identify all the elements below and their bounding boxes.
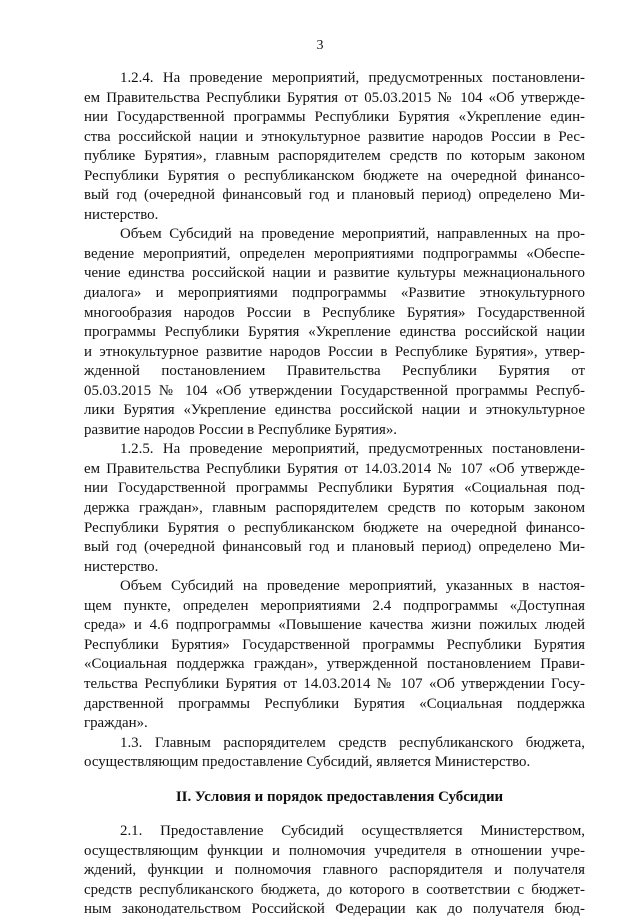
text-line: и этнокультурное развитие народов России в Республике Бурятия», утвер- bbox=[84, 343, 585, 360]
text-line: среда» и 4.6 подпрограммы «Повышение качества жизни пожилых людей bbox=[84, 617, 585, 634]
text-line: нистерство. bbox=[84, 558, 159, 575]
text-line: программы Республики Бурятия «Укрепление единства российской нации bbox=[84, 324, 585, 341]
text-line: нистерство. bbox=[84, 206, 159, 223]
text-line: дарственной программы Республики Бурятия «Социальная поддержка bbox=[84, 695, 585, 712]
text-line: тельства Республики Бурятия от 14.03.2014 № 107 «Об утверждении Госу- bbox=[84, 675, 585, 692]
text-line: чение единства российской нации и развитие культуры межнационального bbox=[84, 265, 585, 282]
text-line: средств республиканского бюджета, до которого в соответствии с бюджет- bbox=[84, 881, 585, 898]
text-line: 1.2.4. На проведение мероприятий, предусмотренных постановлени- bbox=[120, 70, 585, 86]
text-line: публике Бурятия», главным распорядителем средств по которым законом bbox=[84, 148, 585, 165]
text-line: осуществляющим предоставление Субсидий, является Министерство. bbox=[84, 754, 531, 771]
page-number: 3 bbox=[316, 38, 324, 53]
text-line: Республики Бурятия о республиканском бюджете на очередной финансо- bbox=[84, 519, 585, 536]
text-line: Республики Бурятия о республиканском бюджете на очередной финансо- bbox=[84, 167, 585, 184]
document-body bbox=[84, 69, 585, 920]
section-heading: II. Условия и порядок предоставления Субсидии bbox=[175, 788, 504, 805]
text-line: граждан». bbox=[84, 715, 148, 732]
text-line: жденной постановлением Правительства Республики Бурятия от bbox=[84, 363, 585, 380]
text-line: держка граждан», главным распорядителем средств по которым законом bbox=[84, 500, 585, 517]
text-line: вый год (очередной финансовый год и плановый период) определено Ми- bbox=[84, 187, 585, 204]
text-line: Республики Бурятия» Государственной программы Республики Бурятия bbox=[84, 636, 585, 653]
text-line: 2.1. Предоставление Субсидий осуществляется Министерством, bbox=[120, 823, 585, 840]
text-line: ведение мероприятий, определен мероприятиями подпрограммы «Обеспе- bbox=[84, 245, 585, 262]
text-line: ным законодательством Российской Федерации как до получателя бюд- bbox=[84, 901, 585, 918]
text-line: нии Государственной программы Республики Бурятия «Укрепление един- bbox=[84, 109, 585, 126]
text-line: вый год (очередной финансовый год и плановый период) определено Ми- bbox=[84, 539, 585, 556]
text-line: щем пункте, определен мероприятиями 2.4 подпрограммы «Доступная bbox=[84, 597, 585, 614]
text-line: многообразия народов России в Республике Бурятия» Государственной bbox=[84, 304, 585, 321]
text-line: осуществляющим функции и полномочия учредителя в отношении учре- bbox=[84, 842, 585, 859]
text-line: нии Государственной программы Республики Бурятия «Социальная под- bbox=[84, 480, 585, 497]
text-line: ем Правительства Республики Бурятия от 14.03.2014 № 107 «Об утвержде- bbox=[84, 460, 585, 477]
text-line: диалога» и мероприятиями подпрограммы «Развитие этнокультурного bbox=[84, 285, 585, 302]
text-line: 1.3. Главным распорядителем средств республиканского бюджета, bbox=[120, 734, 585, 751]
text-line: 05.03.2015 № 104 «Об утверждении Государственной программы Респуб- bbox=[84, 382, 585, 399]
text-line: лики Бурятия «Укрепление единства российской нации и этнокультурное bbox=[84, 402, 585, 419]
spacer bbox=[84, 807, 585, 822]
spacer bbox=[84, 773, 585, 788]
text-line: ем Правительства Республики Бурятия от 05.03.2015 № 104 «Об утвержде- bbox=[84, 89, 585, 106]
text-line: Объем Субсидий на проведение мероприятий, указанных в настоя- bbox=[120, 578, 585, 595]
text-line: Объем Субсидий на проведение мероприятий, направленных на про- bbox=[120, 226, 585, 243]
text-line: развитие народов России в Республике Бурятия». bbox=[84, 421, 398, 438]
text-line: ства российской нации и этнокультурное развитие народов России в Рес- bbox=[84, 128, 585, 145]
text-line: 1.2.5. На проведение мероприятий, предусмотренных постановлени- bbox=[120, 441, 585, 458]
text-line: ждений, функции и полномочия главного распорядителя и получателя bbox=[84, 862, 585, 879]
text-line: «Социальная поддержка граждан», утвержденной постановлением Прави- bbox=[84, 656, 585, 673]
